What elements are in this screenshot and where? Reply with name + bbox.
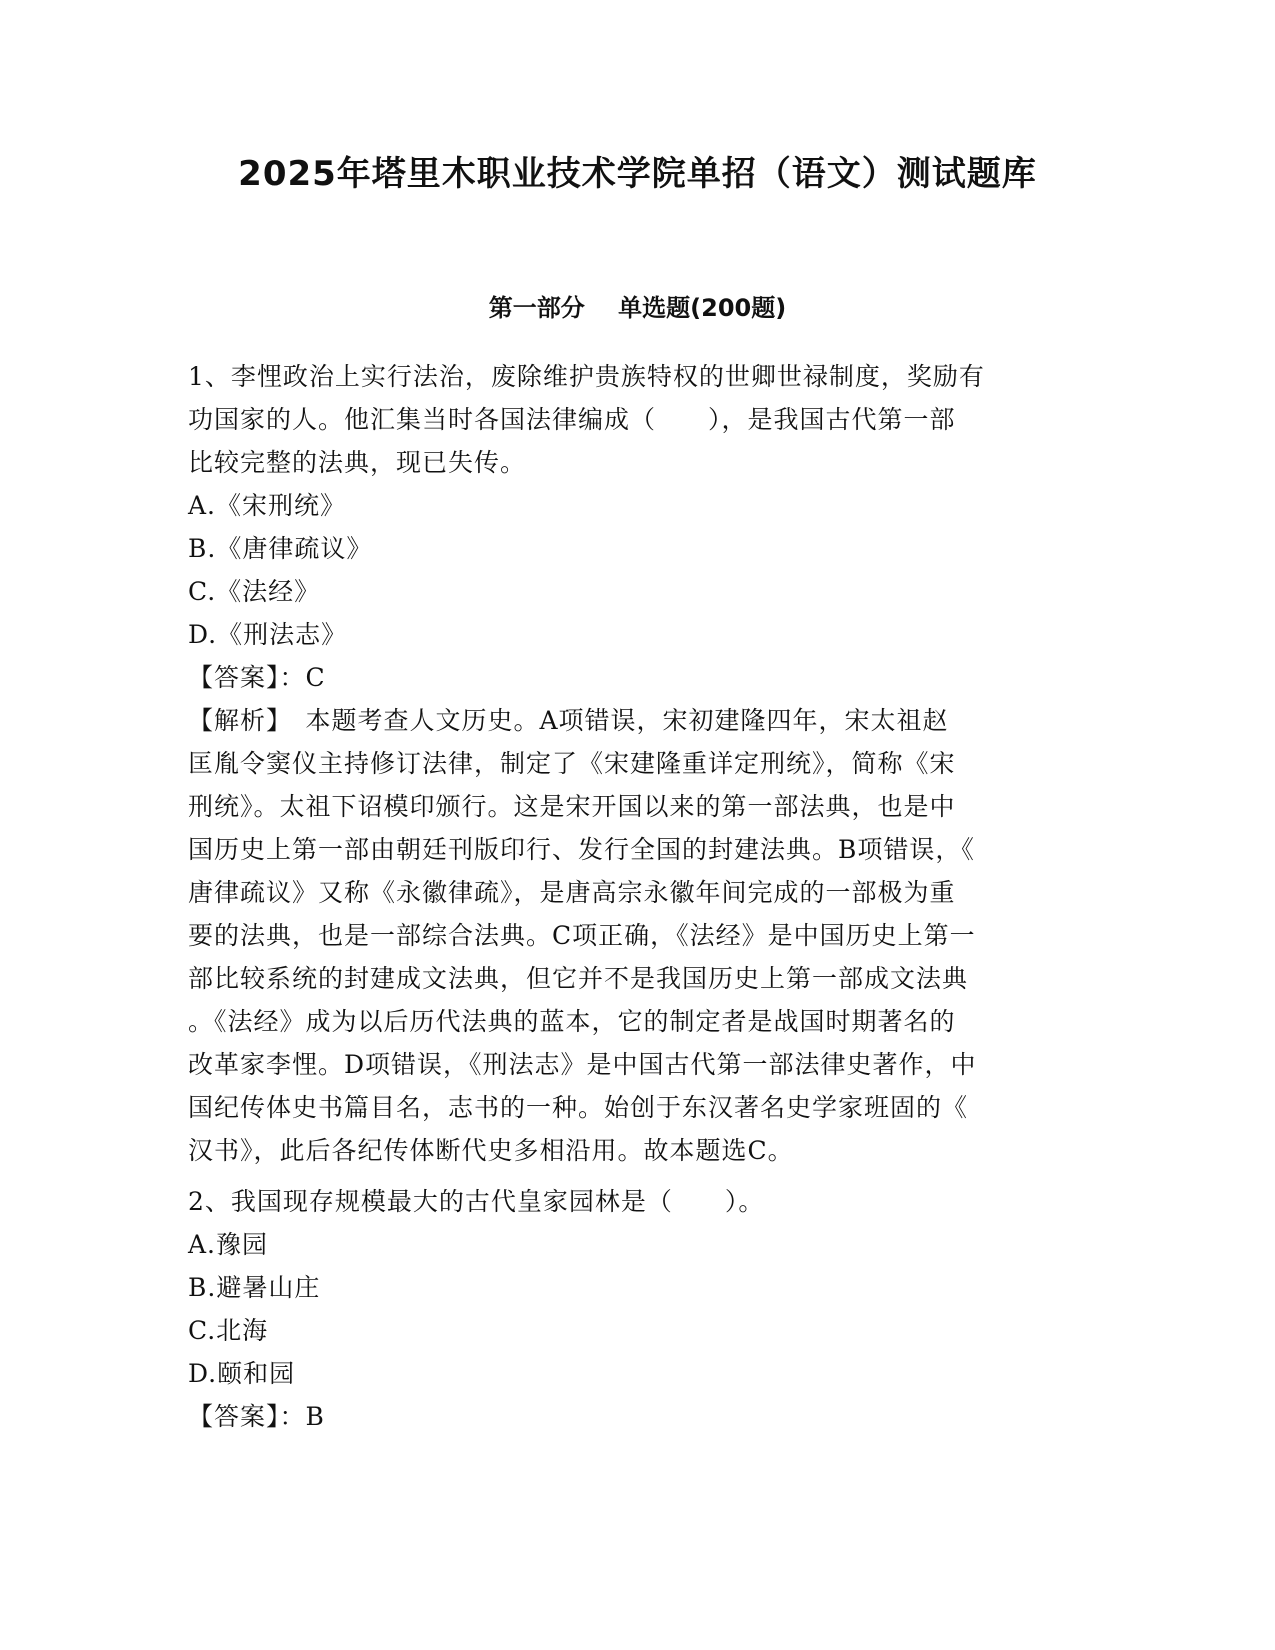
- document-title: 2025年塔里木职业技术学院单招（语文）测试题库: [238, 154, 1037, 194]
- option-b: B.《唐律疏议》: [188, 534, 373, 563]
- question-stem-line: 1、李悝政治上实行法治，废除维护贵族特权的世卿世禄制度，奖励有: [188, 362, 985, 391]
- analysis-line: 唐律疏议》又称《永徽律疏》，是唐高宗永徽年间完成的一部极为重: [188, 878, 956, 907]
- option-b: B.避暑山庄: [188, 1273, 321, 1302]
- analysis-line: 国纪传体史书篇目名，志书的一种。始创于东汉著名史学家班固的《: [188, 1093, 969, 1122]
- analysis-line: 汉书》，此后各纪传体断代史多相沿用。故本题选C。: [188, 1136, 794, 1165]
- option-c: C.《法经》: [188, 577, 321, 606]
- section-heading: 第一部分 单选题(200题): [488, 294, 787, 322]
- question-1: [188, 355, 1088, 1172]
- option-d: D.《刑法志》: [188, 620, 348, 649]
- option-c: C.北海: [188, 1316, 269, 1345]
- analysis-line: 刑统》。太祖下诏模印颁行。这是宋开国以来的第一部法典，也是中: [188, 792, 956, 821]
- question-stem-line: 比较完整的法典，现已失传。: [188, 448, 527, 477]
- question-stem-line: 2、我国现存规模最大的古代皇家园林是（ ）。: [188, 1187, 765, 1216]
- analysis-line: 要的法典，也是一部综合法典。C项正确，《法经》是中国历史上第一: [188, 921, 976, 950]
- option-a: A.豫园: [188, 1230, 269, 1259]
- answer: 【答案】：B: [188, 1402, 325, 1431]
- option-a: A.《宋刑统》: [188, 491, 347, 520]
- analysis-line: 【解析】 本题考查人文历史。A项错误，宋初建隆四年，宋太祖赵: [188, 706, 949, 735]
- analysis-line: 国历史上第一部由朝廷刊版印行、发行全国的封建法典。B项错误，《: [188, 835, 975, 864]
- question-stem-line: 功国家的人。他汇集当时各国法律编成（ ），是我国古代第一部: [188, 405, 956, 434]
- option-d: D.颐和园: [188, 1359, 296, 1388]
- question-2: [188, 1180, 1088, 1438]
- analysis-line: 部比较系统的封建成文法典，但它并不是我国历史上第一部成文法典: [188, 964, 969, 993]
- analysis-line: 匡胤令窦仪主持修订法律，制定了《宋建隆重详定刑统》，简称《宋: [188, 749, 956, 778]
- answer: 【答案】：C: [188, 663, 326, 692]
- analysis-line: 改革家李悝。D项错误，《刑法志》是中国古代第一部法律史著作，中: [188, 1050, 977, 1079]
- analysis-line: 。《法经》成为以后历代法典的蓝本，它的制定者是战国时期著名的: [188, 1007, 956, 1036]
